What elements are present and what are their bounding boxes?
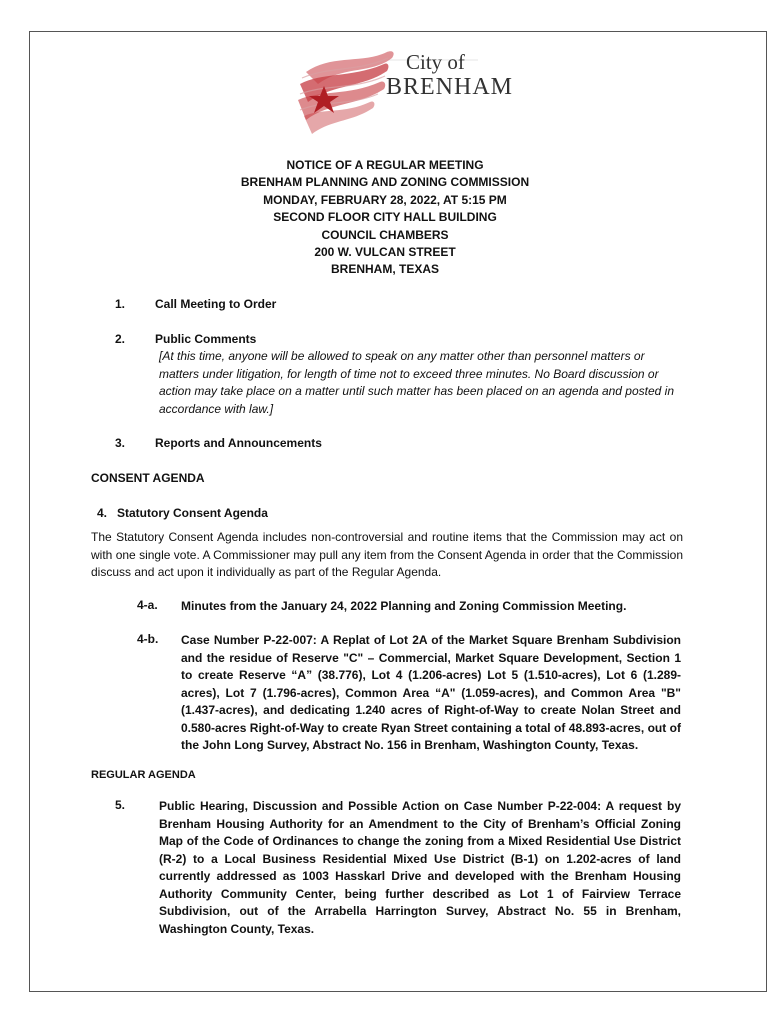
item-5-number: 5. [115,798,126,812]
item-1-title: Call Meeting to Order [155,297,277,311]
item-2-title: Public Comments [155,332,257,346]
header-line-4: SECOND FLOOR CITY HALL BUILDING [273,210,497,225]
logo-brenham: BRENHAM [386,74,514,100]
header-line-2: BRENHAM PLANNING AND ZONING COMMISSION [240,175,530,190]
header-line-5: COUNCIL CHAMBERS [321,227,449,242]
header-line-6: 200 W. VULCAN STREET [314,245,456,260]
header-line-3: MONDAY, FEBRUARY 28, 2022, AT 5:15 PM [263,192,507,207]
item-3-title: Reports and Announcements [155,436,322,450]
item-4-title: 4. Statutory Consent Agenda [97,506,268,520]
header-line-7: BRENHAM, TEXAS [330,262,439,277]
item-4a-number: 4-a. [137,598,158,612]
item-4a-text: Minutes from the January 24, 2022 Planning and Zoning Commission Meeting. [181,599,627,613]
flag-shape [298,51,394,134]
item-5-text: Public Hearing, Discussion and Possible Action on Case Number P-22-004: A request by Brenham Housing Authority for an Amendment to the City of Brenham’s Official Zoning Map of the Code of Ordinances to change the zoning from a Mixed Residential Use District (R-2) to a Local Business Residential Mixed Use District (B-1) on 1.202-acres of land currently addressed as 1003 Hasskarl Drive and developed with the Brenham Housing Authority Community Center, being further described as Lot 1 of Fairview Terrace Subdivision, out of the Arrabella Harrington Survey, Abstract No. 55 in Brenham, Washington County, Texas. [159,799,681,936]
item-3-number: 3. [115,436,126,450]
consent-agenda-heading: CONSENT AGENDA [91,471,205,485]
regular-agenda-heading: REGULAR AGENDA [91,769,196,781]
logo-city-of: City of [406,50,465,74]
consent-agenda-description: The Statutory Consent Agenda includes non-controversial and routine items that the Commission may act on with one single vote. A Commissioner may pull any item from the Consent Agenda in order that the Commission discuss and act upon it individually as part of the Regular Agenda. [91,530,683,580]
item-1-number: 1. [115,297,126,311]
meeting-header [0,157,770,279]
header-line-1: NOTICE OF A REGULAR MEETING [286,158,484,172]
item-4b-text: Case Number P-22-007: A Replat of Lot 2A of the Market Square Brenham Subdivision and the residue of Reserve "C" – Commercial, Market Square Development, Section 1 to create Reserve “A” (38.776), Lot 4 (1.206-acres) Lot 5 (1.510-acres), Lot 6 (1.289-acres), Lot 7 (1.796-acres), Common Area “A" (1.059-acres), and Common Area "B" (1.437-acres), and dedicating 1.240 acres of Right-of-Way to create Nolan Street and 0.580-acres Right-of-Way to create Ryan Street containing a total of 48.893-acres, out of the John Long Survey, Abstract No. 156 in Brenham, Washington County, Texas. [181,633,681,752]
item-4b-number: 4-b. [137,632,159,646]
item-2-number: 2. [115,332,126,346]
public-comments-note: [At this time, anyone will be allowed to speak on any matter other than personnel matters or matters under litigation, for length of time not to exceed three minutes. No Board discussion or action may take place on a matter until such matter has been placed on an agenda and posted in accordance with law.] [159,349,675,416]
